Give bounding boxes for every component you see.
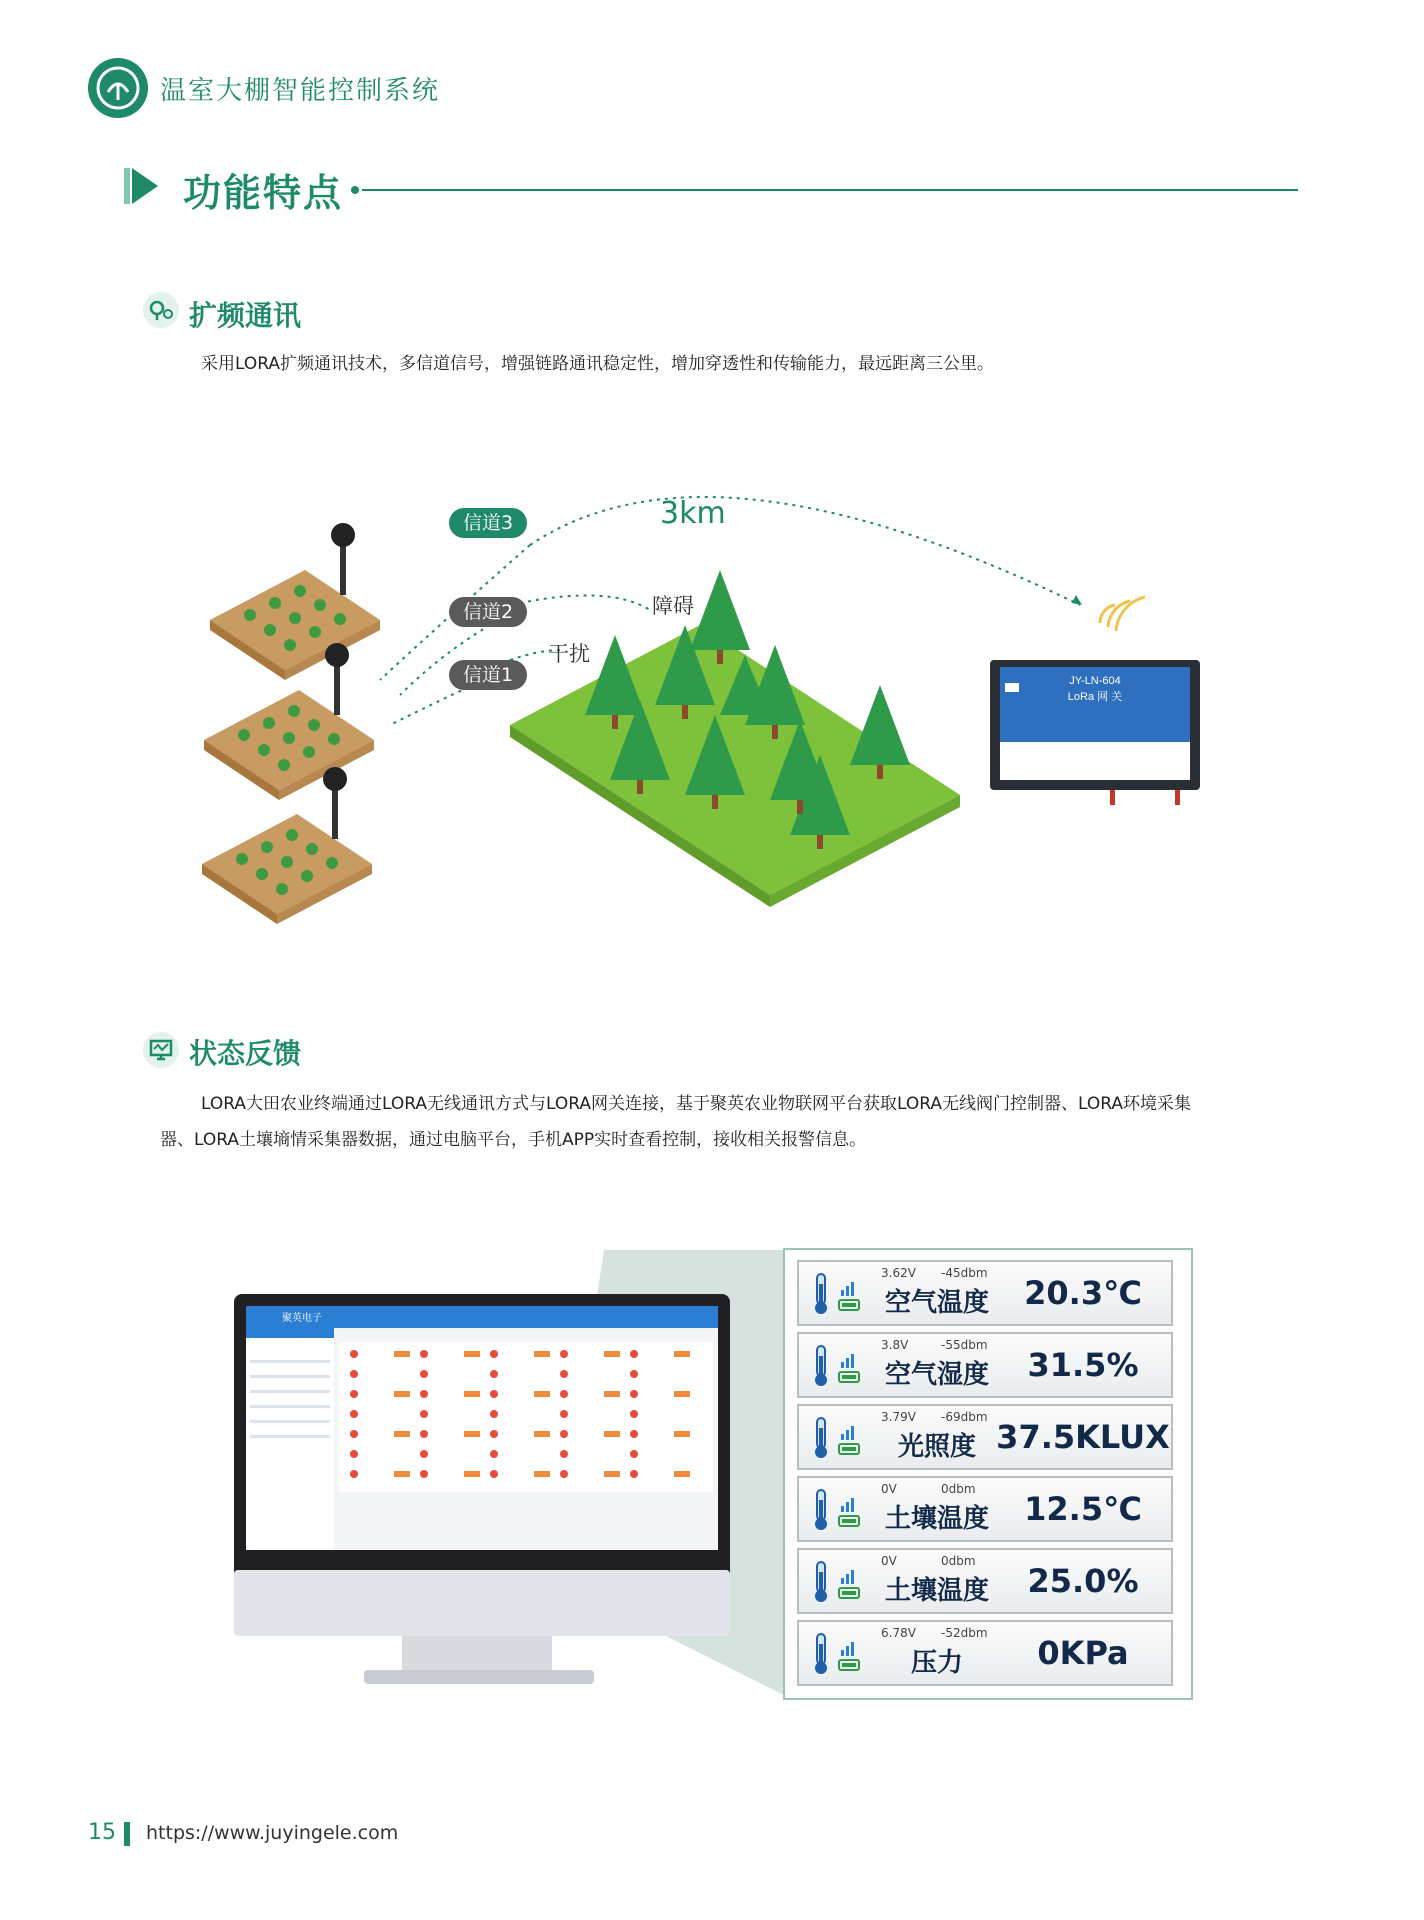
sensor-panel (783, 1248, 1193, 1700)
app-logo-text: 聚英电子 (282, 1313, 322, 1324)
sensor-row (797, 1620, 1173, 1686)
sensor-row (797, 1548, 1173, 1614)
distance-label: 3km (660, 496, 726, 531)
sensor-voltage: 6.78V (881, 1626, 916, 1640)
sensor-row (797, 1476, 1173, 1542)
sensor-signal: 0dbm (941, 1554, 976, 1568)
lora-description: 采用LORA扩频通讯技术，多信道信号，增强链路通讯稳定性，增加穿透性和传输能力，最远距离三公里。 (201, 354, 994, 374)
sensor-row (797, 1332, 1173, 1398)
sensor-name: 土壤温度 (884, 1576, 989, 1606)
sensor-voltage: 3.62V (881, 1266, 916, 1280)
gateway-name: LoRa 网 关 (1067, 691, 1123, 703)
sensor-value: 0KPa (1037, 1634, 1129, 1672)
thermometer-icon (811, 1272, 867, 1316)
obstacle-label: 障碍 (652, 594, 694, 618)
channel-2-pill: 信道2 (449, 597, 527, 627)
sensor-voltage: 3.79V (881, 1410, 916, 1424)
sensor-signal: -69dbm (941, 1410, 988, 1424)
forest-obstacle (510, 570, 960, 907)
monitor-icon (143, 1032, 179, 1068)
sensor-value: 12.5℃ (1024, 1490, 1142, 1528)
section-dot (351, 186, 359, 194)
sensor-voltage: 0V (881, 1482, 897, 1496)
sensor-value: 25.0% (1027, 1562, 1139, 1600)
thermometer-icon (811, 1344, 867, 1388)
thermometer-icon (811, 1632, 867, 1676)
desktop-monitor (234, 1250, 794, 1700)
section-arrow-icon (124, 166, 158, 206)
thermometer-icon (811, 1560, 867, 1604)
footer-divider (124, 1822, 130, 1846)
sensor-signal: -45dbm (941, 1266, 988, 1280)
lora-title: 扩频通讯 (189, 299, 302, 332)
channel-1-pill: 信道1 (449, 660, 527, 690)
sensor-value: 37.5KLUX (996, 1418, 1170, 1456)
page-number: 15 (88, 1820, 116, 1845)
sensor-name: 光照度 (897, 1432, 976, 1462)
brand-title: 温室大棚智能控制系统 (160, 76, 441, 106)
lora-gateway-device (990, 660, 1200, 805)
footer-url[interactable]: https://www.juyingele.com (146, 1822, 399, 1844)
farm-plot-1 (210, 523, 380, 680)
location-icon (143, 292, 179, 328)
status-desc-line2: 器、LORA土壤墒情采集器数据，通过电脑平台，手机APP实时查看控制，接收相关报警信息。 (160, 1130, 867, 1150)
sensor-name: 空气温度 (884, 1288, 989, 1318)
sensor-row (797, 1404, 1173, 1470)
channel-3-pill: 信道3 (449, 508, 527, 538)
sensor-signal: 0dbm (941, 1482, 976, 1496)
sensor-signal: -55dbm (941, 1338, 988, 1352)
sensor-name: 土壤温度 (884, 1504, 989, 1534)
brand-logo (88, 58, 148, 118)
thermometer-icon (811, 1488, 867, 1532)
greenhouse-logo-icon (88, 58, 148, 118)
gateway-model: JY-LN-604 (1069, 675, 1121, 687)
status-title: 状态反馈 (189, 1037, 302, 1070)
status-desc-line1: LORA大田农业终端通过LORA无线通讯方式与LORA网关连接，基于聚英农业物联网平台获取LORA无线阀门控制器、LORA环境采集 (201, 1094, 1191, 1114)
sensor-value: 20.3℃ (1024, 1274, 1142, 1312)
valve-grid (339, 1342, 713, 1492)
section-divider (362, 189, 1298, 191)
sensor-signal: -52dbm (941, 1626, 988, 1640)
thermometer-icon (811, 1416, 867, 1460)
sensor-voltage: 0V (881, 1554, 897, 1568)
sensor-name: 空气湿度 (884, 1360, 989, 1390)
sensor-row (797, 1260, 1173, 1326)
sensor-name: 压力 (910, 1648, 963, 1678)
interference-label: 干扰 (548, 642, 590, 666)
signal-waves (1100, 597, 1145, 631)
sensor-voltage: 3.8V (881, 1338, 909, 1352)
sensor-value: 31.5% (1027, 1346, 1139, 1384)
section-title: 功能特点 (183, 171, 344, 215)
